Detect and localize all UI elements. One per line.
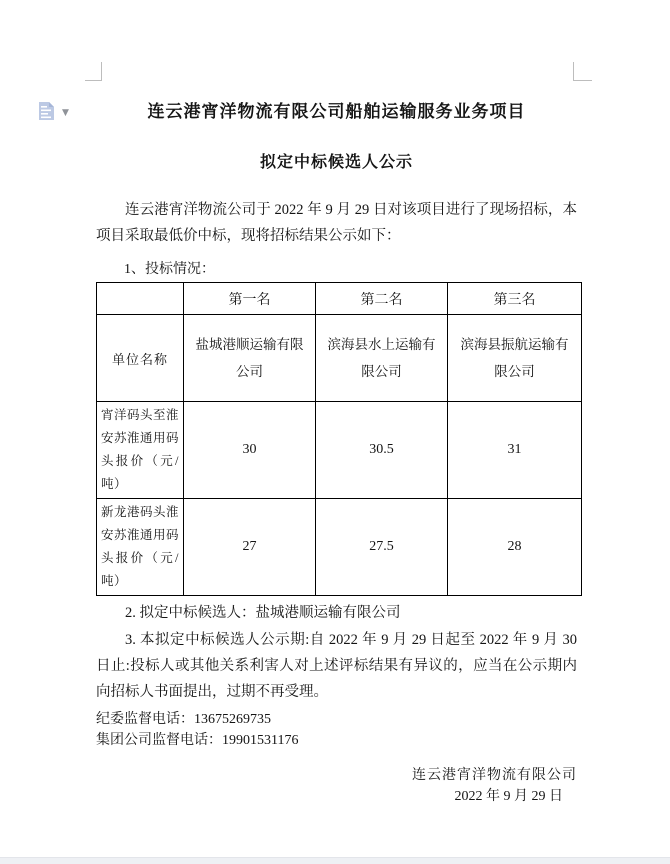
signature-company: 连云港宵洋物流有限公司 (412, 768, 577, 783)
intro-paragraph: 连云港宵洋物流公司于 2022 年 9 月 29 日对该项目进行了现场招标，本项目采取最低价中标，现将招标结果公示如下： (96, 202, 577, 244)
document-content (96, 99, 577, 807)
header-cell-first-place: 第一名 (184, 283, 316, 315)
group-phone-line: 集团公司监督电话：19901531176 (96, 733, 299, 748)
section1-label: 1、投标情况： (124, 262, 215, 277)
chevron-down-icon[interactable]: ▼ (62, 108, 69, 118)
company-cell-third: 滨海县振航运输有限公司 (448, 315, 582, 402)
section3-publicity-period: 3. 本拟定中标候选人公示期:自 2022 年 9 月 29 日起至 2022 年 9 月 30 日止:投标人或其他关系利害人对上述评标结果有异议的，应当在公示期内向招标人书面提出，过期不再受理。 (96, 632, 577, 700)
header-cell-third-place: 第三名 (448, 283, 582, 315)
signature-date: 2022 年 9 月 29 日 (454, 789, 563, 804)
row-label-price-xiaoyang: 宵洋码头至淮安苏淮通用码头报价（元/吨） (97, 402, 184, 499)
paste-options-icon (38, 101, 55, 126)
text-boundary-mark-top-left (85, 62, 102, 81)
header-cell-empty (97, 283, 184, 315)
discipline-phone-line: 纪委监督电话：13675269735 (96, 712, 271, 727)
table-header-row (97, 283, 582, 315)
header-cell-second-place: 第二名 (316, 283, 448, 315)
table-row-price-xiaoyang (97, 402, 582, 499)
price-cell: 28 (448, 499, 582, 596)
window-bottom-edge (0, 857, 670, 864)
row-label-company-name: 单位名称 (97, 315, 184, 402)
paste-options-button[interactable] (38, 101, 69, 126)
table-row-company-name (97, 315, 582, 402)
price-cell: 27 (184, 499, 316, 596)
text-boundary-mark-top-right (573, 62, 592, 81)
price-cell: 27.5 (316, 499, 448, 596)
company-cell-first: 盐城港顺运输有限公司 (184, 315, 316, 402)
price-cell: 30.5 (316, 402, 448, 499)
section2-candidate: 2. 拟定中标候选人：盐城港顺运输有限公司 (125, 605, 401, 621)
bid-results-table (96, 282, 582, 596)
table-row-price-xinlonggang (97, 499, 582, 596)
row-label-price-xinlonggang: 新龙港码头淮安苏淮通用码头报价（元/吨） (97, 499, 184, 596)
price-cell: 30 (184, 402, 316, 499)
company-cell-second: 滨海县水上运输有限公司 (316, 315, 448, 402)
price-cell: 31 (448, 402, 582, 499)
document-title-line1: 连云港宵洋物流有限公司船舶运输服务业务项目 (147, 102, 526, 121)
document-title-line2: 拟定中标候选人公示 (259, 154, 413, 171)
